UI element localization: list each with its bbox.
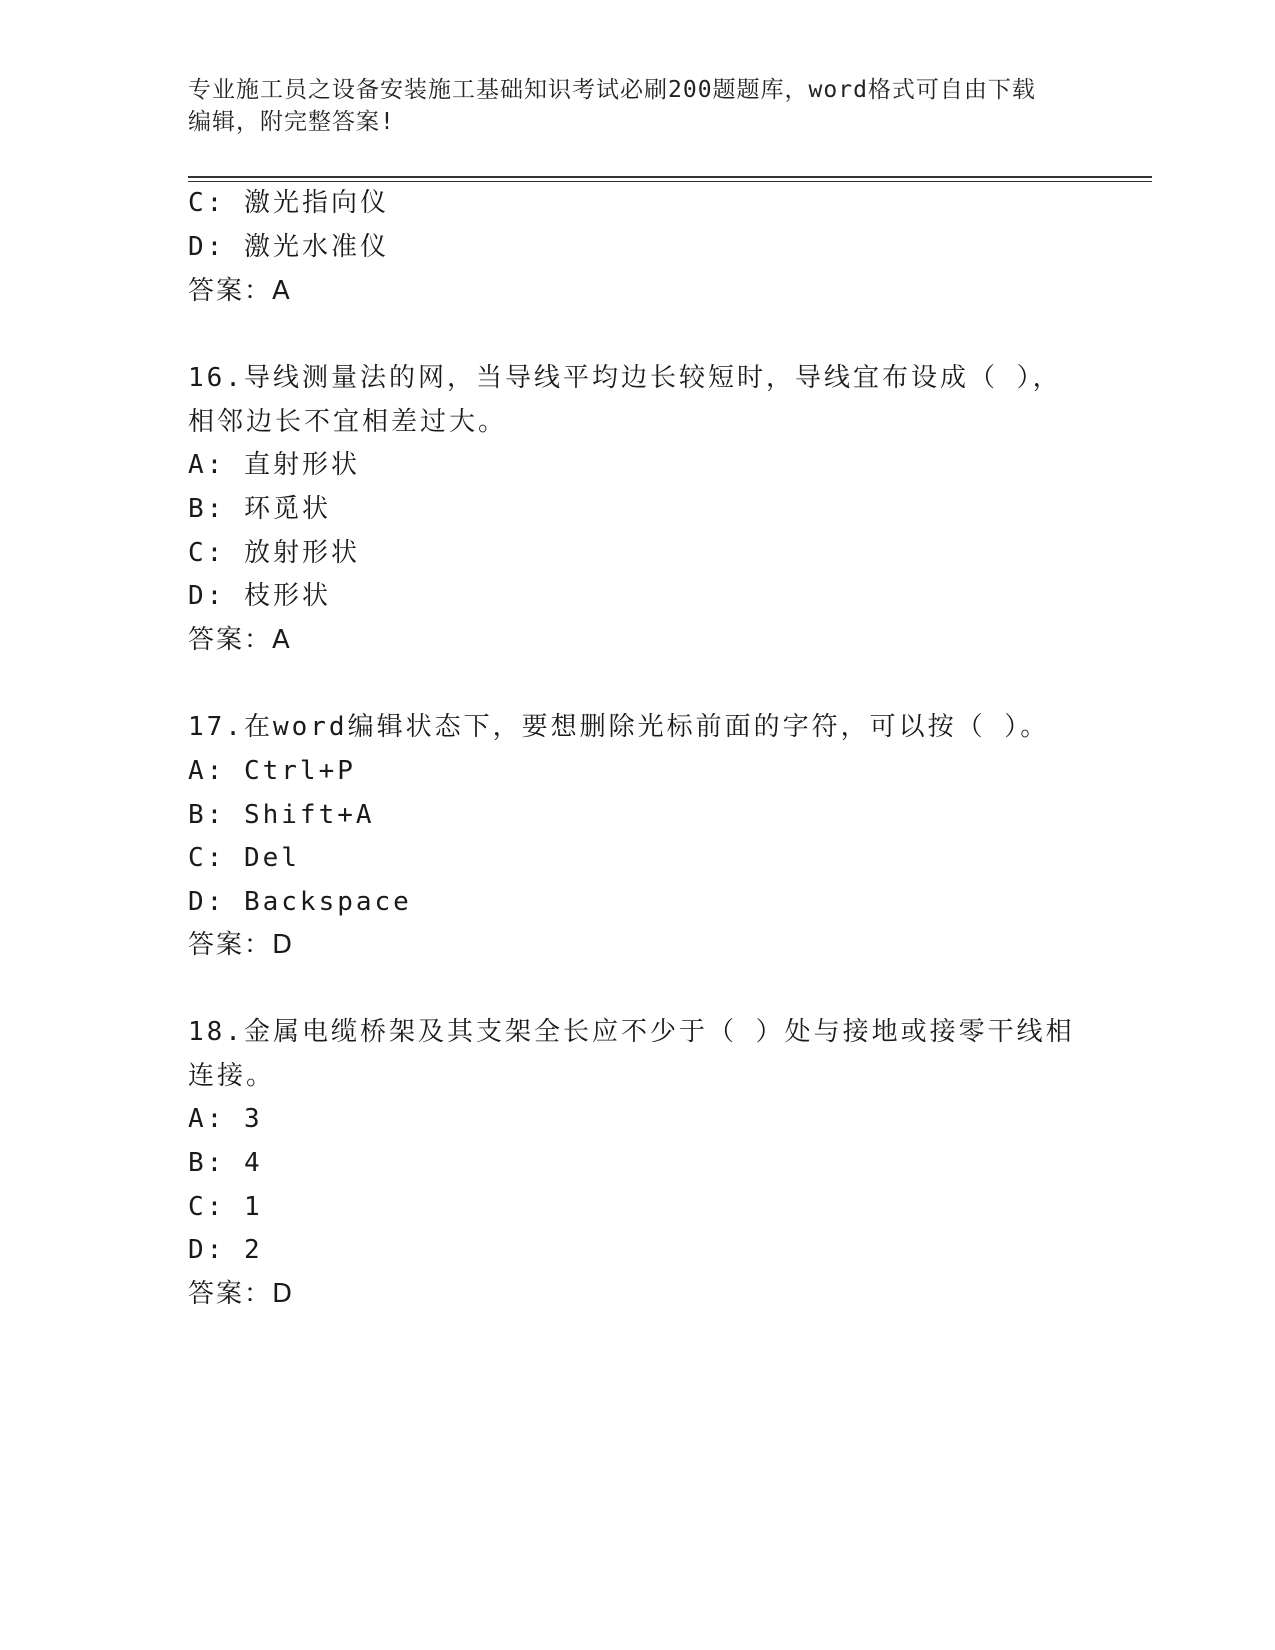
- option-a: A: 3: [188, 1104, 263, 1134]
- option-d: D: 2: [188, 1235, 263, 1265]
- option-b: B: Shift+A: [188, 800, 375, 830]
- option-d: D: Backspace: [188, 887, 412, 917]
- option-b: B: 4: [188, 1148, 263, 1178]
- option-c: C: 放射形状: [188, 538, 360, 568]
- option-c: C: Del: [188, 843, 300, 873]
- option-c: C: 1: [188, 1192, 263, 1222]
- option-a: A: 直射形状: [188, 450, 360, 480]
- answer-line: 答案：A: [188, 625, 292, 655]
- question-stem: 16.导线测量法的网，当导线平均边长较短时，导线宜布设成（ ），: [188, 363, 1062, 393]
- option-b: B: 环觅状: [188, 494, 331, 524]
- header-line-1: 专业施工员之设备安装施工基础知识考试必刷200题题库，word格式可自由下载: [188, 77, 1036, 103]
- page-header: [188, 74, 1068, 138]
- answer-line: 答案：D: [188, 1279, 295, 1309]
- option-d: D: 激光水准仪: [188, 232, 389, 262]
- answer-line: 答案：D: [188, 930, 295, 960]
- option-c: C: 激光指向仪: [188, 188, 389, 218]
- question-stem: 17.在word编辑状态下，要想删除光标前面的字符，可以按（ ）。: [188, 712, 1050, 742]
- header-line-2: 编辑，附完整答案!: [188, 109, 395, 135]
- question-stem-continued: 相邻边长不宜相差过大。: [188, 407, 508, 437]
- header-rule-thin: [188, 181, 1152, 182]
- question-stem-continued: 连接。: [188, 1061, 276, 1091]
- header-rule-thick: [188, 176, 1152, 178]
- question-stem: 18.金属电缆桥架及其支架全长应不少于（ ）处与接地或接零干线相: [188, 1017, 1075, 1047]
- option-d: D: 枝形状: [188, 581, 331, 611]
- answer-line: 答案：A: [188, 276, 292, 306]
- option-a: A: Ctrl+P: [188, 756, 356, 786]
